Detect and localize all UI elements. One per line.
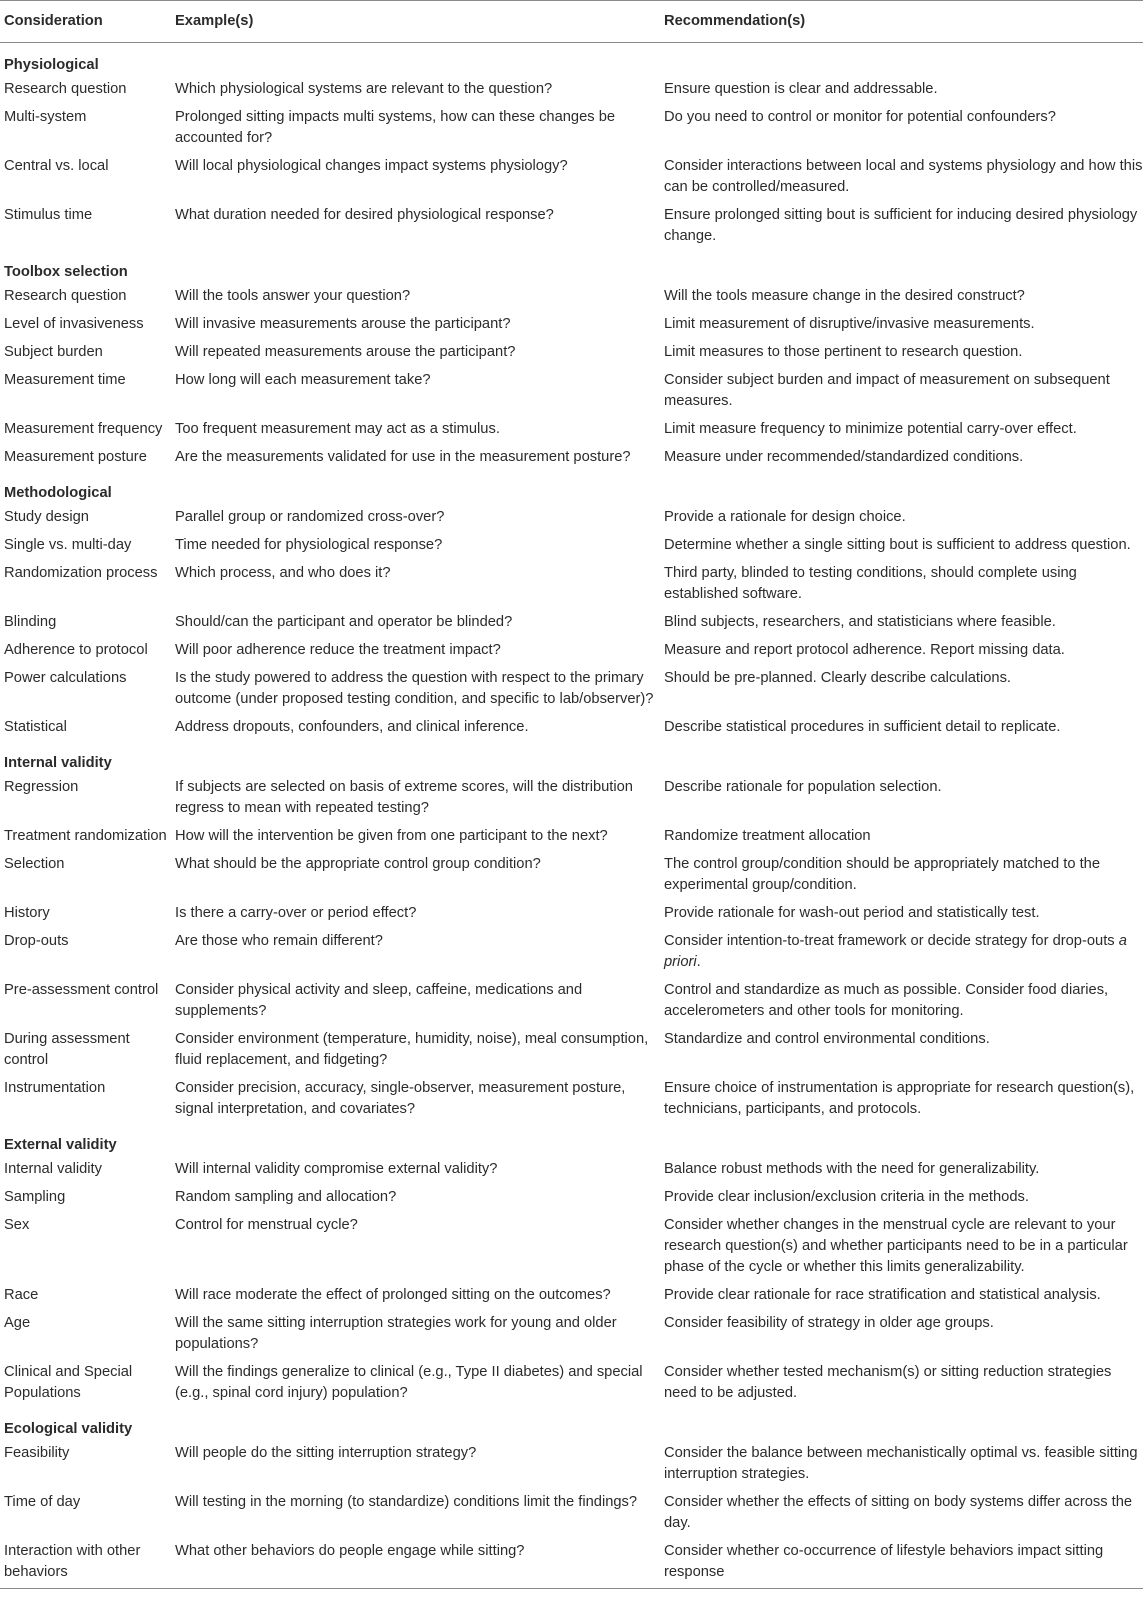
cell-example: Consider precision, accuracy, single-observer, measurement posture, signal interpretation, and covariates? — [175, 1080, 626, 1117]
cell-example: Will the findings generalize to clinical (e.g., Type II diabetes) and special (e.g., spinal cord injury) population? — [175, 1364, 643, 1401]
cell-recommendation: Will the tools measure change in the desired construct? — [664, 288, 1025, 304]
cell-recommendation: Should be pre-planned. Clearly describe calculations. — [664, 670, 1011, 686]
cell-example: Which process, and who does it? — [175, 565, 391, 581]
cell-recommendation: Ensure question is clear and addressable. — [664, 81, 938, 97]
cell-consideration: Age — [4, 1315, 31, 1331]
cell-example: Address dropouts, confounders, and clinical inference. — [175, 719, 529, 735]
table-row — [0, 1360, 1143, 1409]
cell-recommendation: Provide a rationale for design choice. — [664, 509, 906, 525]
cell-example: Consider physical activity and sleep, caffeine, medications and supplements? — [175, 982, 583, 1019]
cell-example: Control for menstrual cycle? — [175, 1217, 358, 1233]
cell-example: Will the same sitting interruption strategies work for young and older populations? — [175, 1315, 617, 1352]
header-recommendations: Recommendation(s) — [660, 1, 1143, 43]
table-row — [0, 775, 1143, 824]
cell-consideration: During assessment control — [4, 1031, 130, 1068]
section-heading-row — [0, 1125, 1143, 1157]
cell-example: Will poor adherence reduce the treatment impact? — [175, 642, 501, 658]
table-row — [0, 505, 1143, 533]
cell-consideration: Subject burden — [4, 344, 103, 360]
cell-example: Are those who remain different? — [175, 933, 383, 949]
table-body — [0, 43, 1143, 1589]
cell-recommendation: Blind subjects, researchers, and statisticians where feasible. — [664, 614, 1056, 630]
section-title: Toolbox selection — [4, 264, 128, 280]
cell-recommendation: Consider the balance between mechanistically optimal vs. feasible sitting interruption strategies. — [664, 1445, 1138, 1482]
cell-consideration: Measurement frequency — [4, 421, 163, 437]
table-row — [0, 368, 1143, 417]
cell-example: Will the tools answer your question? — [175, 288, 411, 304]
cell-example: Consider environment (temperature, humidity, noise), meal consumption, fluid replacement, and fidgeting? — [175, 1031, 649, 1068]
section-heading-row — [0, 473, 1143, 505]
table-row — [0, 1185, 1143, 1213]
cell-example: Random sampling and allocation? — [175, 1189, 397, 1205]
table-row — [0, 417, 1143, 445]
cell-recommendation: Control and standardize as much as possible. Consider food diaries, accelerometers and other tools for monitoring. — [664, 982, 1109, 1019]
cell-recommendation — [660, 929, 1143, 978]
cell-recommendation: Standardize and control environmental conditions. — [664, 1031, 990, 1047]
cell-consideration: Statistical — [4, 719, 67, 735]
cell-consideration: Research question — [4, 288, 127, 304]
table-row — [0, 203, 1143, 252]
table-row — [0, 77, 1143, 105]
table-row — [0, 1213, 1143, 1283]
cell-recommendation: Ensure prolonged sitting bout is sufficient for inducing desired physiology change. — [664, 207, 1138, 244]
cell-consideration: Drop-outs — [4, 933, 69, 949]
cell-consideration: Power calculations — [4, 670, 127, 686]
cell-recommendation: The control group/condition should be appropriately matched to the experimental group/condition. — [664, 856, 1101, 893]
table-row — [0, 901, 1143, 929]
cell-consideration: Central vs. local — [4, 158, 109, 174]
cell-consideration: Clinical and Special Populations — [4, 1364, 133, 1401]
cell-consideration: Pre-assessment control — [4, 982, 159, 998]
cell-recommendation: Consider whether co-occurrence of lifestyle behaviors impact sitting response — [660, 1539, 1143, 1589]
cell-consideration: Adherence to protocol — [4, 642, 148, 658]
cell-consideration: Regression — [4, 779, 79, 795]
header-examples: Example(s) — [171, 1, 660, 43]
cell-consideration: Treatment randomization — [4, 828, 167, 844]
cell-recommendation: Do you need to control or monitor for potential confounders? — [664, 109, 1056, 125]
cell-example: How long will each measurement take? — [175, 372, 431, 388]
recommendation-tail-text: . — [696, 954, 701, 970]
table-row — [0, 852, 1143, 901]
cell-example: Is the study powered to address the question with respect to the primary outcome (under proposed testing condition, and specific to lab/observer)? — [175, 670, 654, 707]
cell-recommendation: Describe rationale for population selection. — [664, 779, 942, 795]
recommendation-text: Consider intention-to-treat framework or decide strategy for drop-outs — [664, 933, 1119, 949]
table-row — [0, 1283, 1143, 1311]
cell-recommendation: Limit measures to those pertinent to research question. — [664, 344, 1023, 360]
cell-recommendation: Describe statistical procedures in sufficient detail to replicate. — [664, 719, 1061, 735]
cell-example: Will testing in the morning (to standardize) conditions limit the findings? — [175, 1494, 638, 1510]
recommendation-italic-text: a priori — [664, 933, 1127, 970]
cell-example: If subjects are selected on basis of extreme scores, will the distribution regress to mean with repeated testing? — [175, 779, 633, 816]
cell-recommendation: Provide clear inclusion/exclusion criteria in the methods. — [664, 1189, 1029, 1205]
table-row — [0, 445, 1143, 473]
table-row — [0, 284, 1143, 312]
cell-example: Time needed for physiological response? — [175, 537, 443, 553]
cell-recommendation: Consider whether the effects of sitting on body systems differ across the day. — [664, 1494, 1133, 1531]
cell-example: Will local physiological changes impact systems physiology? — [175, 158, 568, 174]
table-row — [0, 1490, 1143, 1539]
cell-example: What other behaviors do people engage while sitting? — [171, 1539, 660, 1589]
cell-consideration: Stimulus time — [4, 207, 93, 223]
table-row — [0, 561, 1143, 610]
cell-example: Will race moderate the effect of prolonged sitting on the outcomes? — [175, 1287, 611, 1303]
table-row — [0, 1027, 1143, 1076]
cell-recommendation: Consider interactions between local and systems physiology and how this can be controlled/measured. — [664, 158, 1143, 195]
cell-recommendation: Third party, blinded to testing conditions, should complete using established software. — [664, 565, 1077, 602]
cell-example: How will the intervention be given from one participant to the next? — [175, 828, 608, 844]
table-row — [0, 154, 1143, 203]
cell-example: Prolonged sitting impacts multi systems, how can these changes be accounted for? — [175, 109, 616, 146]
table-row — [0, 312, 1143, 340]
table-row — [0, 666, 1143, 715]
cell-consideration: Measurement time — [4, 372, 126, 388]
cell-consideration: Race — [4, 1287, 39, 1303]
cell-recommendation: Determine whether a single sitting bout is sufficient to address question. — [664, 537, 1131, 553]
cell-example: Will internal validity compromise external validity? — [175, 1161, 498, 1177]
cell-recommendation: Consider whether changes in the menstrual cycle are relevant to your research question(s) and whether participants need to be in a particular phase of the cycle or whether this limits generalizability. — [664, 1217, 1128, 1275]
cell-consideration: Sampling — [4, 1189, 66, 1205]
cell-consideration: Multi-system — [4, 109, 87, 125]
table-row — [0, 610, 1143, 638]
cell-example: Are the measurements validated for use in the measurement posture? — [175, 449, 631, 465]
cell-consideration: Selection — [4, 856, 65, 872]
cell-consideration: Interaction with other behaviors — [0, 1539, 171, 1589]
cell-example: Which physiological systems are relevant to the question? — [175, 81, 553, 97]
cell-example: Should/can the participant and operator be blinded? — [175, 614, 513, 630]
cell-recommendation: Consider subject burden and impact of measurement on subsequent measures. — [664, 372, 1110, 409]
table-row — [0, 1076, 1143, 1125]
cell-consideration: Blinding — [4, 614, 57, 630]
cell-consideration: Level of invasiveness — [4, 316, 144, 332]
table-row — [0, 715, 1143, 743]
table-row — [0, 638, 1143, 666]
table-row — [0, 1539, 1143, 1589]
cell-recommendation: Provide rationale for wash-out period and statistically test. — [664, 905, 1040, 921]
table-row — [0, 824, 1143, 852]
cell-recommendation: Consider feasibility of strategy in older age groups. — [664, 1315, 994, 1331]
section-title: Physiological — [4, 57, 99, 73]
cell-example: What should be the appropriate control group condition? — [175, 856, 541, 872]
cell-recommendation: Limit measure frequency to minimize potential carry-over effect. — [664, 421, 1077, 437]
cell-recommendation: Balance robust methods with the need for generalizability. — [664, 1161, 1040, 1177]
cell-consideration: History — [4, 905, 50, 921]
table-header-row — [0, 1, 1143, 43]
cell-consideration: Instrumentation — [4, 1080, 106, 1096]
cell-consideration: Randomization process — [4, 565, 158, 581]
table-row — [0, 929, 1143, 978]
cell-example: Parallel group or randomized cross-over? — [175, 509, 445, 525]
cell-consideration: Time of day — [4, 1494, 81, 1510]
header-consideration: Consideration — [0, 1, 171, 43]
table-row — [0, 340, 1143, 368]
cell-recommendation: Consider whether tested mechanism(s) or sitting reduction strategies need to be adjusted. — [664, 1364, 1112, 1401]
cell-consideration: Feasibility — [4, 1445, 70, 1461]
section-title: Methodological — [4, 485, 112, 501]
table-row — [0, 105, 1143, 154]
section-title: Internal validity — [4, 755, 112, 771]
cell-recommendation: Measure under recommended/standardized conditions. — [664, 449, 1024, 465]
cell-recommendation: Measure and report protocol adherence. Report missing data. — [664, 642, 1065, 658]
cell-recommendation: Ensure choice of instrumentation is appropriate for research question(s), technicians, participants, and protocols. — [664, 1080, 1135, 1117]
cell-consideration: Study design — [4, 509, 89, 525]
section-title: Ecological validity — [4, 1421, 133, 1437]
cell-consideration: Single vs. multi-day — [4, 537, 132, 553]
cell-example: Will invasive measurements arouse the participant? — [175, 316, 511, 332]
section-heading-row — [0, 43, 1143, 78]
table-row — [0, 1311, 1143, 1360]
cell-recommendation: Randomize treatment allocation — [664, 828, 871, 844]
section-heading-row — [0, 1409, 1143, 1441]
cell-recommendation: Limit measurement of disruptive/invasive measurements. — [664, 316, 1035, 332]
cell-recommendation: Provide clear rationale for race stratification and statistical analysis. — [664, 1287, 1101, 1303]
section-heading-row — [0, 743, 1143, 775]
cell-consideration: Measurement posture — [4, 449, 147, 465]
cell-example: Will people do the sitting interruption strategy? — [175, 1445, 477, 1461]
cell-consideration: Research question — [4, 81, 127, 97]
cell-example: Too frequent measurement may act as a stimulus. — [175, 421, 500, 437]
table-row — [0, 978, 1143, 1027]
cell-example: Is there a carry-over or period effect? — [175, 905, 417, 921]
table-row — [0, 533, 1143, 561]
section-heading-row — [0, 252, 1143, 284]
table-row — [0, 1157, 1143, 1185]
cell-consideration: Internal validity — [4, 1161, 102, 1177]
section-title: External validity — [4, 1137, 117, 1153]
cell-consideration: Sex — [4, 1217, 30, 1233]
cell-example: What duration needed for desired physiological response? — [175, 207, 554, 223]
cell-example: Will repeated measurements arouse the participant? — [175, 344, 516, 360]
table-row — [0, 1441, 1143, 1490]
